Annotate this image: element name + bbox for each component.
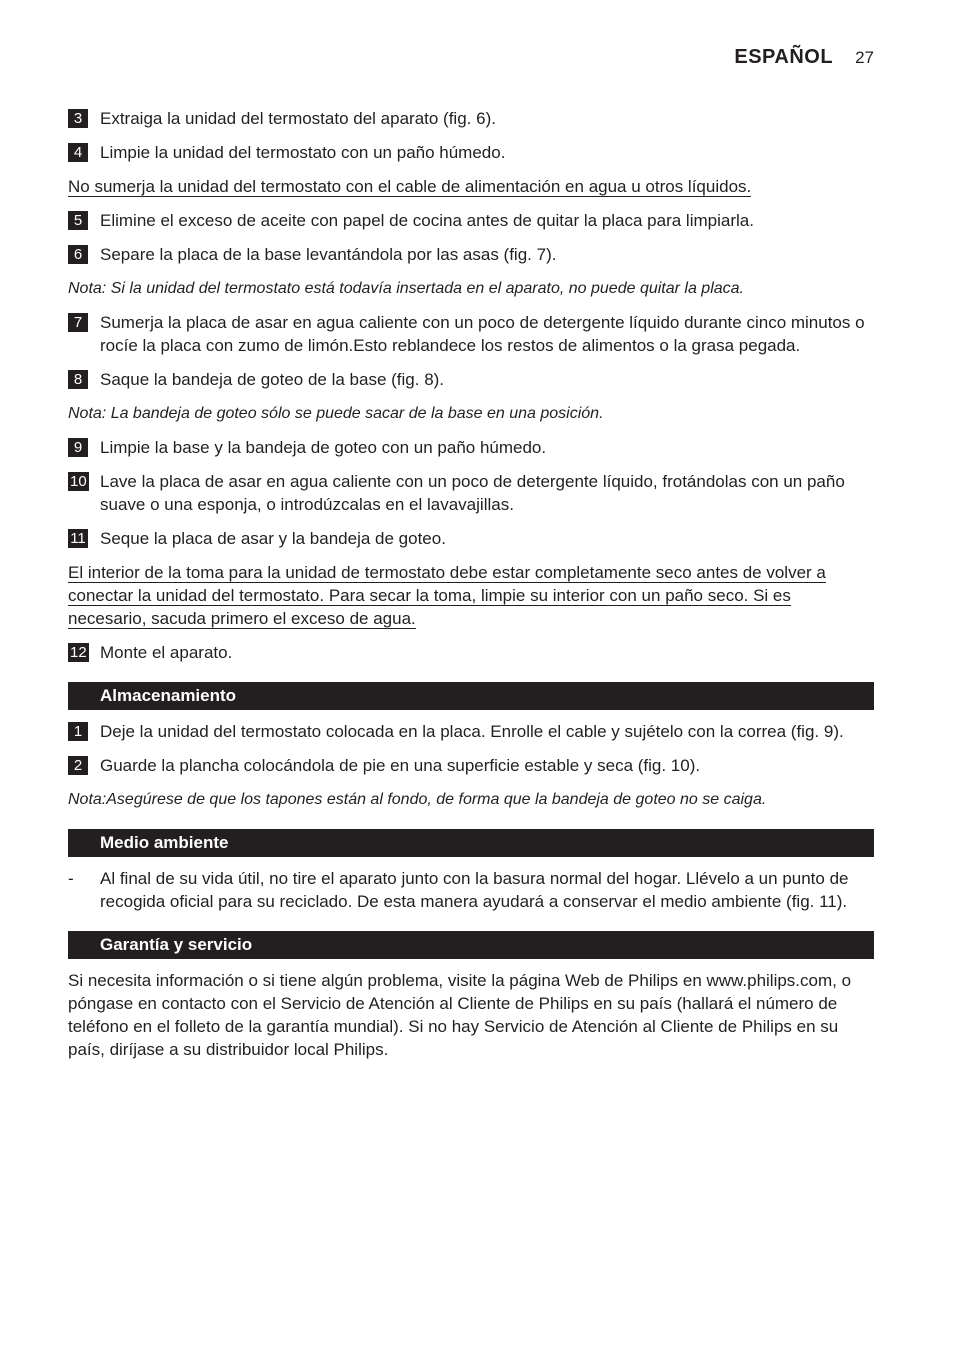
step-number-badge: 10 bbox=[70, 473, 87, 490]
step-item bbox=[68, 243, 874, 266]
step-item bbox=[68, 141, 874, 164]
manual-content bbox=[68, 107, 874, 1072]
note-text: Nota: La bandeja de goteo sólo se puede sacar de la base en una posición. bbox=[68, 405, 604, 422]
step-item bbox=[68, 311, 874, 357]
step-item bbox=[68, 368, 874, 391]
step-text: Sumerja la placa de asar en agua caliente con un poco de detergente líquido durante cinco minutos o rocíe la placa con zumo de limón.Esto reblandece los restos de alimentos o la grasa pegada. bbox=[100, 313, 865, 355]
step-text: Seque la placa de asar y la bandeja de goteo. bbox=[100, 529, 446, 548]
step-number-badge: 4 bbox=[68, 143, 88, 162]
step-text: Saque la bandeja de goteo de la base (fig. 8). bbox=[100, 370, 445, 389]
step-item bbox=[68, 209, 874, 232]
step-item bbox=[68, 470, 874, 516]
step-text: Extraiga la unidad del termostato del aparato (fig. 6). bbox=[100, 109, 496, 128]
step-item bbox=[68, 107, 874, 130]
step-number-badge: 7 bbox=[68, 313, 88, 332]
step-number-badge: 11 bbox=[68, 529, 88, 548]
warning-text-content: El interior de la toma para la unidad de termostato debe estar completamente seco antes de volver a conectar la unidad del termostato. Para secar la toma, limpie su interior con un paño seco. Si es necesario, sacuda primero el exceso de agua. bbox=[68, 563, 826, 628]
step-item bbox=[68, 720, 874, 743]
philips-website-link[interactable]: www.philips.com bbox=[706, 971, 833, 990]
language-label: ESPAÑOL bbox=[734, 46, 834, 68]
warranty-text-start: Si necesita información o si tiene algún problema, visite la página Web de Philips en bbox=[68, 971, 707, 990]
step-text: Deje la unidad del termostato colocada en la placa. Enrolle el cable y sujételo con la correa (fig. 9). bbox=[100, 722, 844, 741]
section-heading: Medio ambiente bbox=[68, 829, 874, 857]
step-text: Limpie la unidad del termostato con un paño húmedo. bbox=[100, 143, 506, 162]
warranty-paragraph bbox=[68, 969, 874, 1061]
warning-text-content: No sumerja la unidad del termostato con el cable de alimentación en agua u otros líquidos. bbox=[68, 177, 752, 196]
step-item bbox=[68, 754, 874, 777]
warning-text bbox=[68, 175, 874, 198]
step-text: Monte el aparato. bbox=[100, 643, 233, 662]
step-text: Guarde la plancha colocándola de pie en una superficie estable y seca (fig. 10). bbox=[100, 756, 701, 775]
section-heading: Almacenamiento bbox=[68, 682, 874, 710]
step-number-badge: 12 bbox=[70, 644, 87, 661]
step-item bbox=[68, 527, 874, 550]
step-text: Limpie la base y la bandeja de goteo con un paño húmedo. bbox=[100, 438, 547, 457]
page-header bbox=[734, 46, 874, 69]
step-number-badge: 8 bbox=[68, 370, 88, 389]
dash-bullet: - bbox=[68, 869, 74, 888]
step-text: Separe la placa de la base levantándola por las asas (fig. 7). bbox=[100, 245, 557, 264]
step-number-badge: 9 bbox=[68, 438, 88, 457]
step-number-badge: 5 bbox=[68, 211, 88, 230]
step-item bbox=[68, 436, 874, 459]
note-text: Nota:Asegúrese de que los tapones están al fondo, de forma que la bandeja de goteo no se caiga. bbox=[68, 791, 767, 808]
step-item bbox=[68, 641, 874, 664]
section-heading: Garantía y servicio bbox=[68, 931, 874, 959]
step-number-badge: 3 bbox=[68, 109, 88, 128]
bullet-text: Al final de su vida útil, no tire el aparato junto con la basura normal del hogar. Llévelo a un punto de recogida oficial para su reciclado. De esta manera ayudará a conservar el medio ambiente (fig. 11). bbox=[100, 869, 849, 911]
step-text: Elimine el exceso de aceite con papel de cocina antes de quitar la placa para limpiarla. bbox=[100, 211, 754, 230]
warranty-text-end: , o póngase en contacto con el Servicio de Atención al Cliente de Philips en su país (hallará el número de teléfono en el folleto de la garantía mundial). Si no hay Servicio de Atención al Cliente de Philips en su país, diríjase a su distribuidor local Philips. bbox=[68, 971, 852, 1059]
step-text: Lave la placa de asar en agua caliente con un poco de detergente líquido, frotándolas con un paño suave o una esponja, o introdúzcalas en el lavavajillas. bbox=[100, 472, 845, 514]
step-number-badge: 6 bbox=[68, 245, 88, 264]
page-number: 27 bbox=[855, 48, 874, 67]
warning-text bbox=[68, 561, 874, 630]
note-text: Nota: Si la unidad del termostato está todavía insertada en el aparato, no puede quitar la placa. bbox=[68, 280, 744, 297]
step-number-badge: 2 bbox=[68, 756, 88, 775]
step-number-badge: 1 bbox=[68, 722, 88, 741]
bullet-item bbox=[68, 867, 874, 913]
